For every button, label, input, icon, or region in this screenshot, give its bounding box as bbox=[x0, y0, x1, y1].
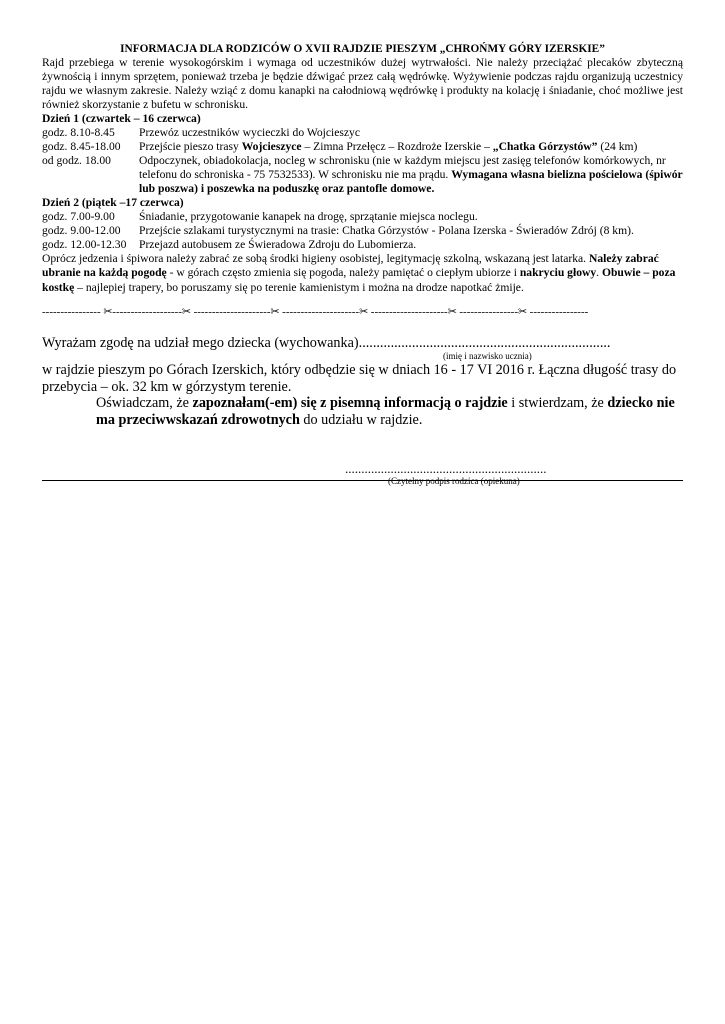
notes-text: Oprócz jedzenia i śpiwora należy zabrać ze sobą środki higieny osobistej, legitymację szkolną, wskazaną jest latarka. bbox=[42, 252, 589, 266]
scissors-icon: ✂ bbox=[359, 304, 369, 318]
schedule-time: godz. 8.10-8.45 bbox=[42, 126, 115, 140]
desc-text: Odpoczynek, obiadokolacja, nocleg w schronisku (nie w każdym miejscu jest zasięg telefonów komórkowych, nr telefonu do schroniska - 75 7532533). W schronisku nie ma prądu. bbox=[139, 154, 666, 182]
schedule-desc: Przewóz uczestników wycieczki do Wojcieszyc bbox=[139, 126, 360, 140]
decl-text: do udziału w rajdzie. bbox=[299, 411, 423, 428]
scissors-icon: ✂ bbox=[103, 304, 113, 318]
declaration-text bbox=[42, 395, 683, 428]
schedule-desc bbox=[139, 154, 683, 196]
desc-bold-start: Wojcieszyce bbox=[241, 140, 302, 154]
notes-bold-headwear: nakryciu głowy bbox=[519, 266, 597, 280]
cut-here-line bbox=[42, 305, 683, 319]
desc-text: Przejście pieszo trasy bbox=[139, 140, 242, 154]
signature-caption: (Czytelny podpis rodzica (opiekuna) bbox=[388, 476, 520, 487]
notes-bold-clothing: Należy zabrać ubranie na każdą pogodę bbox=[42, 252, 659, 280]
scissors-icon: ✂ bbox=[447, 304, 457, 318]
day2-row-2 bbox=[42, 224, 683, 238]
day1-row-2 bbox=[42, 140, 683, 154]
document-page bbox=[42, 42, 683, 487]
trip-details-text: w rajdzie pieszym po Górach Izerskich, który odbędzie się w dniach 16 - 17 VI 2016 r. Łączna długość trasy do przebycia – ok. 32 km w górzystym terenie. bbox=[42, 362, 677, 395]
scissors-icon: ✂ bbox=[518, 304, 527, 318]
schedule-desc: Przejście szlakami turystycznymi na trasie: Chatka Górzystów - Polana Izerska - Świeradów Zdrój (8 km). bbox=[139, 224, 634, 238]
cut-dashes: --------------------- bbox=[368, 305, 448, 318]
scissors-icon: ✂ bbox=[270, 304, 280, 318]
decl-text: Oświadczam, że bbox=[96, 395, 193, 412]
consent-line bbox=[42, 335, 683, 352]
schedule-time: godz. 7.00-9.00 bbox=[42, 210, 115, 224]
signature-field[interactable]: .............................................................. bbox=[345, 461, 547, 477]
notes-bold-footwear: Obuwie – poza kostkę bbox=[42, 266, 676, 294]
schedule-time: od godz. 18.00 bbox=[42, 154, 111, 168]
schedule-time: godz. 9.00-12.00 bbox=[42, 224, 121, 238]
decl-bold-informed: zapoznałam(-em) się z pisemną informacją o rajdzie bbox=[192, 395, 508, 412]
schedule-desc bbox=[139, 140, 683, 154]
cut-dashes: --------------------- bbox=[190, 305, 271, 318]
cut-dashes: ---------------- bbox=[526, 305, 589, 318]
desc-bold-requirement: Wymagana własna bielizna pościelowa (śpiwór lub poszwa) i poszewka na poduszkę oraz pantofle domowe. bbox=[139, 168, 683, 196]
cut-dashes: ---------------- bbox=[42, 305, 104, 318]
intro-paragraph: Rajd przebiega w terenie wysokogórskim i wymaga od uczestników dużej wytrwałości. Nie należy przeciążać plecaków zbyteczną żywnością i innym sprzętem, ponieważ trzeba je będzie dźwigać przez całą wędrówkę. Wyżywienie podczas rajdu organizują uczestnicy rajdu we własnym zakresie. Należy wziąć z domu kanapki na całodniową wędrówkę i produkty na kolację i śniadanie, choć możliwe jest również skorzystanie z bufetu w schronisku. bbox=[42, 56, 683, 112]
desc-text-end: (24 km) bbox=[597, 140, 638, 154]
schedule-time: godz. 8.45-18.00 bbox=[42, 140, 121, 154]
day1-heading: Dzień 1 (czwartek – 16 czerwca) bbox=[42, 112, 201, 126]
notes-text: - w górach często zmienia się pogoda, należy pamiętać o ciepłym ubiorze i bbox=[166, 266, 520, 280]
cut-dashes: --------------------- bbox=[279, 305, 360, 318]
decl-bold-health: dziecko nie ma przeciwwskazań zdrowotnych bbox=[96, 395, 675, 428]
decl-text: i stwierdzam, że bbox=[507, 395, 608, 412]
consent-text: Wyrażam zgodę na udział mego dziecka (wychowanka) bbox=[42, 334, 359, 351]
consent-form bbox=[42, 335, 683, 488]
schedule-time: godz. 12.00-12.30 bbox=[42, 238, 127, 252]
cut-dashes: ---------------- bbox=[456, 305, 518, 318]
scissors-icon: ✂ bbox=[181, 304, 191, 318]
student-name-field[interactable]: ....................................................................... bbox=[358, 334, 611, 351]
notes-paragraph bbox=[42, 252, 683, 294]
schedule-desc: Przejazd autobusem ze Świeradowa Zdroju do Lubomierza. bbox=[139, 238, 417, 252]
desc-bold-destination: „Chatka Górzystów” bbox=[492, 140, 598, 154]
student-name-caption: (imię i nazwisko ucznia) bbox=[443, 351, 532, 362]
notes-text: . bbox=[596, 266, 602, 280]
day1-row-1 bbox=[42, 126, 683, 140]
bottom-divider bbox=[42, 480, 683, 481]
schedule-desc: Śniadanie, przygotowanie kanapek na drogę, sprzątanie miejsca noclegu. bbox=[139, 210, 478, 224]
cut-dashes: ------------------- bbox=[112, 305, 182, 318]
desc-text-mid: – Zimna Przełęcz – Rozdroże Izerskie – bbox=[301, 140, 493, 154]
day2-row-3 bbox=[42, 238, 683, 252]
day1-row-3 bbox=[42, 154, 683, 196]
day2-heading: Dzień 2 (piątek –17 czerwca) bbox=[42, 196, 184, 210]
day2-row-1 bbox=[42, 210, 683, 224]
document-title: INFORMACJA DLA RODZICÓW O XVII RAJDZIE PIESZYM „CHROŃMY GÓRY IZERSKIE” bbox=[120, 43, 605, 55]
notes-text: – najlepiej trapery, bo poruszamy się po terenie kamienistym i można na drodze napotkać żmije. bbox=[74, 280, 524, 294]
